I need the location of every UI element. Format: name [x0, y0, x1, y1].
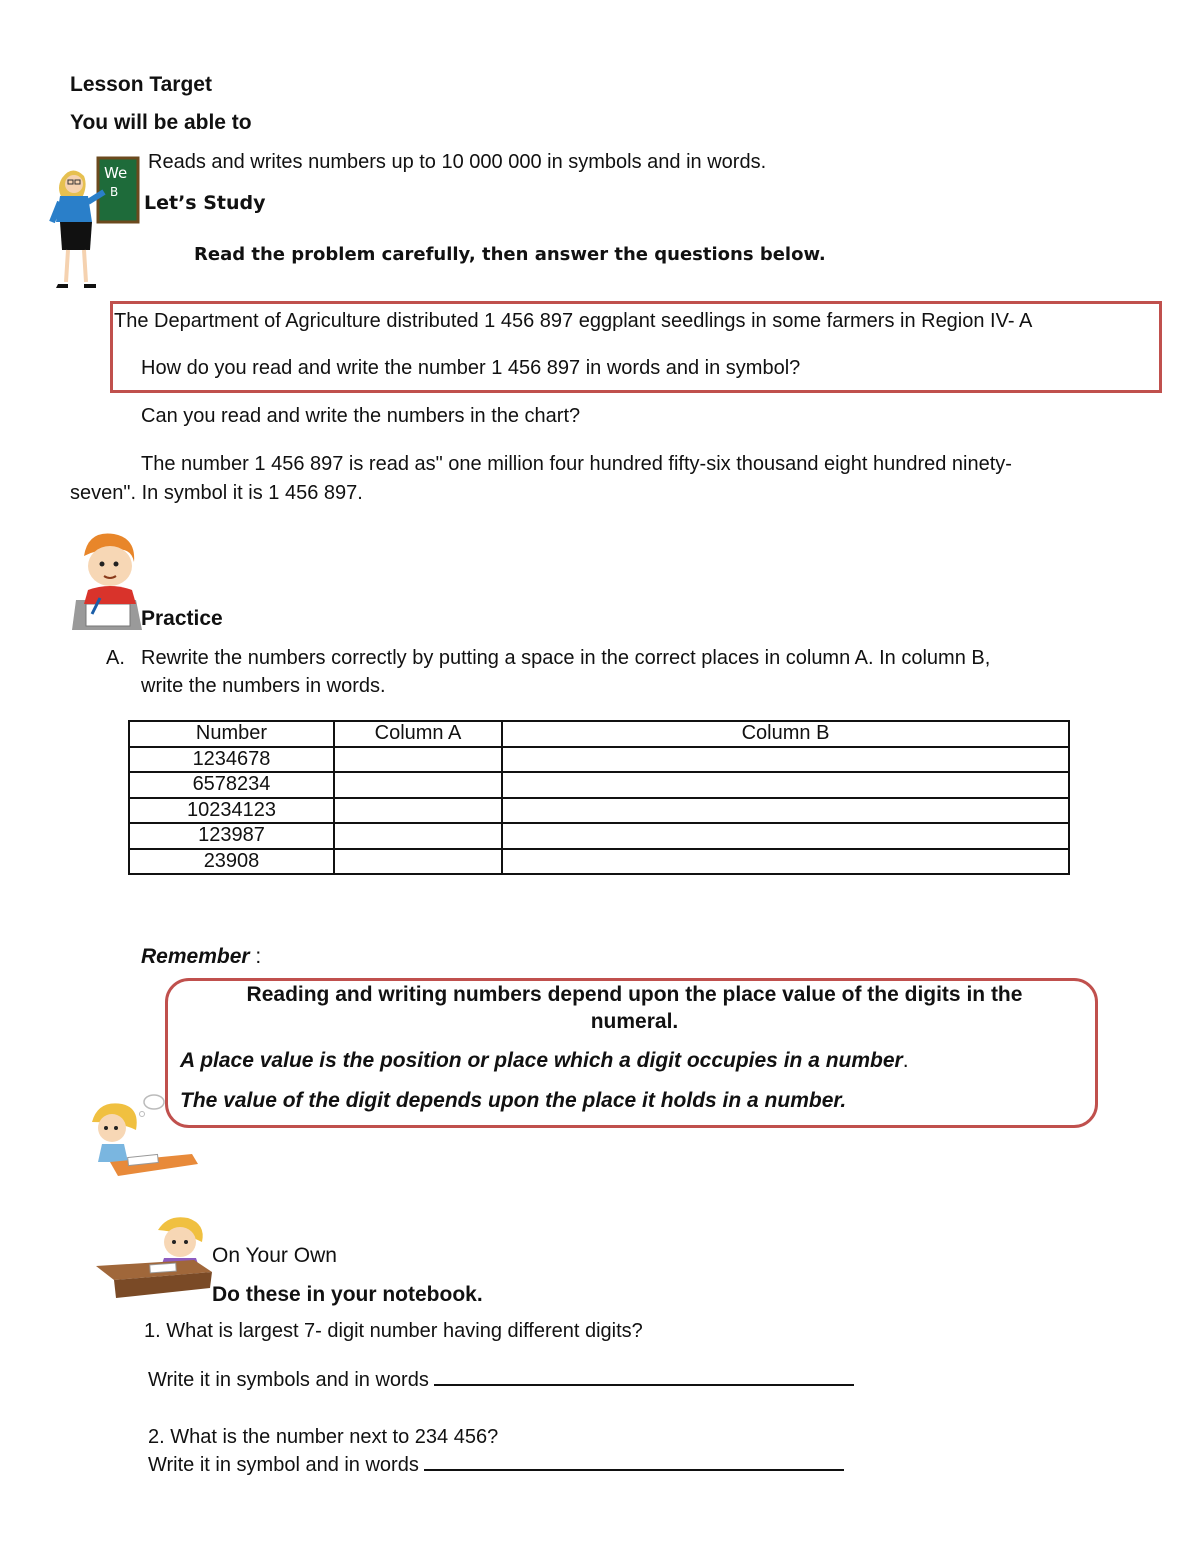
column-b-cell[interactable]: [502, 823, 1069, 849]
lesson-target-heading: Lesson Target: [70, 73, 212, 96]
remember-line-4: The value of the digit depends upon the place it holds in a number.: [180, 1089, 847, 1112]
question-2-write-label: Write it in symbol and in words: [148, 1454, 419, 1476]
girl-thinking-illustration: [88, 1092, 198, 1178]
boy-desk-illustration: [94, 1214, 214, 1306]
remember-label: Remember: [141, 945, 250, 968]
objective-text: Reads and writes numbers up to 10 000 000 in symbols and in words.: [148, 151, 767, 173]
table-row: [129, 849, 1069, 875]
boy-writing-illustration: [70, 532, 150, 632]
row-number: 6578234: [129, 772, 334, 798]
answer-line-1: The number 1 456 897 is read as" one million four hundred fifty-six thousand eight hundred ninety-: [141, 453, 1012, 475]
question-1: 1. What is largest 7- digit number having different digits?: [144, 1320, 643, 1342]
column-a-cell[interactable]: [334, 849, 502, 875]
row-number: 1234678: [129, 747, 334, 773]
question-1-write-label: Write it in symbols and in words: [148, 1369, 429, 1391]
question-1-write: [148, 1369, 854, 1392]
table-header-row: [129, 721, 1069, 747]
column-b-cell[interactable]: [502, 747, 1069, 773]
problem-question: How do you read and write the number 1 456 897 in words and in symbol?: [141, 357, 801, 379]
column-b-cell[interactable]: [502, 849, 1069, 875]
instruction-text: Read the problem carefully, then answer the questions below.: [194, 244, 826, 265]
lets-study-heading: Let’s Study: [144, 192, 266, 214]
problem-statement: The Department of Agriculture distributed 1 456 897 eggplant seedlings in some farmers in Region IV- A: [114, 310, 1033, 332]
header-column-b: Column B: [502, 721, 1069, 747]
practice-heading: Practice: [141, 607, 223, 630]
question-2-write: [148, 1454, 844, 1477]
question-2: 2. What is the number next to 234 456?: [148, 1426, 499, 1448]
remember-line-2: numeral.: [590, 1010, 679, 1033]
question-1-answer-blank[interactable]: [434, 1384, 854, 1386]
board-text: We: [104, 164, 128, 182]
remember-line-3-end: .: [902, 1049, 909, 1072]
on-your-own-heading: On Your Own: [212, 1244, 337, 1267]
table-row: [129, 772, 1069, 798]
remember-colon: :: [249, 945, 262, 968]
column-a-cell[interactable]: [334, 772, 502, 798]
table-row: [129, 823, 1069, 849]
column-a-cell[interactable]: [334, 823, 502, 849]
table-row: [129, 747, 1069, 773]
column-b-cell[interactable]: [502, 772, 1069, 798]
board-text-2: B: [110, 185, 119, 199]
remember-heading: [141, 945, 261, 969]
question-2-answer-blank[interactable]: [424, 1469, 844, 1471]
practice-table: [128, 720, 1070, 875]
notebook-instruction: Do these in your notebook.: [212, 1283, 483, 1306]
able-to-heading: You will be able to: [70, 111, 252, 134]
row-number: 10234123: [129, 798, 334, 824]
column-a-cell[interactable]: [334, 747, 502, 773]
practice-item-line-2: write the numbers in words.: [141, 675, 386, 697]
answer-line-2: seven". In symbol it is 1 456 897.: [70, 482, 363, 504]
row-number: 123987: [129, 823, 334, 849]
remember-line-3-text: A place value is the position or place which a digit occupies in a number: [180, 1049, 903, 1072]
column-b-cell[interactable]: [502, 798, 1069, 824]
remember-line-1: Reading and writing numbers depend upon the place value of the digits in the: [246, 983, 1023, 1006]
practice-item-letter: A.: [106, 647, 125, 669]
header-number: Number: [129, 721, 334, 747]
practice-item-line-1: Rewrite the numbers correctly by putting a space in the correct places in column A. In column B,: [141, 647, 991, 669]
remember-line-3: [180, 1049, 909, 1073]
row-number: 23908: [129, 849, 334, 875]
column-a-cell[interactable]: [334, 798, 502, 824]
table-row: [129, 798, 1069, 824]
teacher-illustration: [48, 156, 144, 292]
chart-question: Can you read and write the numbers in the chart?: [141, 405, 581, 427]
header-column-a: Column A: [334, 721, 502, 747]
